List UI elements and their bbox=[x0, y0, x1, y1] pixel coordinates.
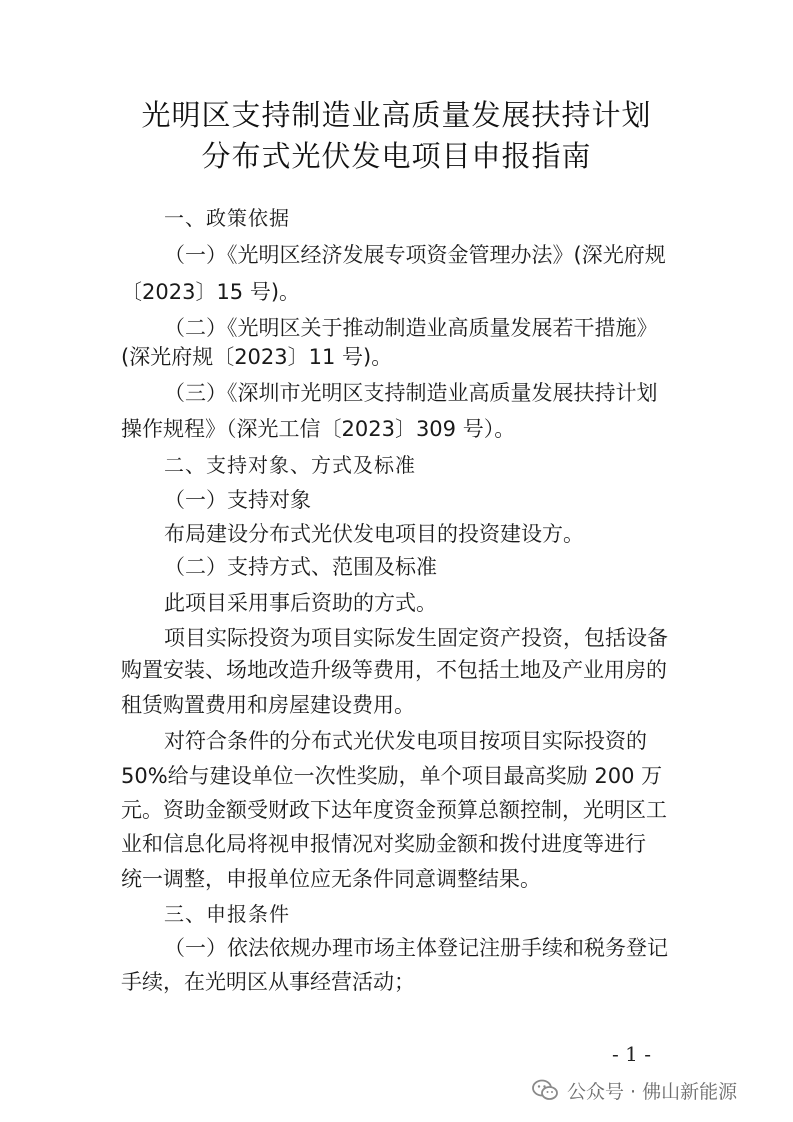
paragraph-line: 〔2023〕15 号)。 bbox=[121, 280, 301, 304]
page-number: - 1 - bbox=[612, 1042, 651, 1066]
section-heading-support: 二、支持对象、方式及标准 bbox=[164, 453, 416, 477]
watermark bbox=[531, 1074, 737, 1106]
section-heading-application-conditions: 三、申报条件 bbox=[164, 902, 290, 926]
paragraph-line: （一）《光明区经济发展专项资金管理办法》(深光府规 bbox=[164, 243, 666, 267]
paragraph-line: （一）依法依规办理市场主体登记注册手续和税务登记 bbox=[164, 936, 668, 960]
document-title-line-2: 分布式光伏发电项目申报指南 bbox=[201, 139, 592, 173]
paragraph-line: （二）《光明区关于推动制造业高质量发展若干措施》 bbox=[164, 316, 658, 340]
paragraph-line: 50%给与建设单位一次性奖励，单个项目最高奖励 200 万 bbox=[121, 764, 663, 788]
paragraph-line: 布局建设分布式光伏发电项目的投资建设方。 bbox=[164, 522, 584, 546]
subheading-support-target: （一）支持对象 bbox=[164, 488, 311, 512]
paragraph-line: 对符合条件的分布式光伏发电项目按项目实际投资的 bbox=[164, 729, 647, 753]
paragraph-line: 业和信息化局将视申报情况对奖励金额和拨付进度等进行 bbox=[121, 832, 646, 856]
paragraph-line: 租赁购置费用和房屋建设费用。 bbox=[121, 693, 415, 717]
paragraph-line: 操作规程》（深光工信〔2023〕309 号）。 bbox=[121, 417, 516, 441]
paragraph-line: 此项目采用事后资助的方式。 bbox=[164, 591, 437, 615]
watermark-text: 公众号 · 佛山新能源 bbox=[567, 1080, 738, 1103]
paragraph-line: （三）《深圳市光明区支持制造业高质量发展扶持计划 bbox=[164, 381, 658, 405]
paragraph-line: 手续，在光明区从事经营活动； bbox=[121, 970, 415, 994]
wechat-icon bbox=[531, 1078, 559, 1102]
paragraph-line: 项目实际投资为项目实际发生固定资产投资，包括设备 bbox=[164, 626, 668, 650]
paragraph-line: 统一调整，申报单位应无条件同意调整结果。 bbox=[121, 867, 541, 891]
section-heading-policy-basis: 一、政策依据 bbox=[164, 206, 290, 230]
paragraph-line: 购置安装、场地改造升级等费用，不包括土地及产业用房的 bbox=[121, 658, 667, 682]
paragraph-line: 元。资助金额受财政下达年度资金预算总额控制，光明区工 bbox=[121, 798, 667, 822]
document-title-line-1: 光明区支持制造业高质量发展扶持计划 bbox=[141, 98, 652, 132]
subheading-support-method: （二）支持方式、范围及标准 bbox=[164, 555, 437, 579]
paragraph-line: (深光府规〔2023〕11 号)。 bbox=[121, 345, 393, 369]
